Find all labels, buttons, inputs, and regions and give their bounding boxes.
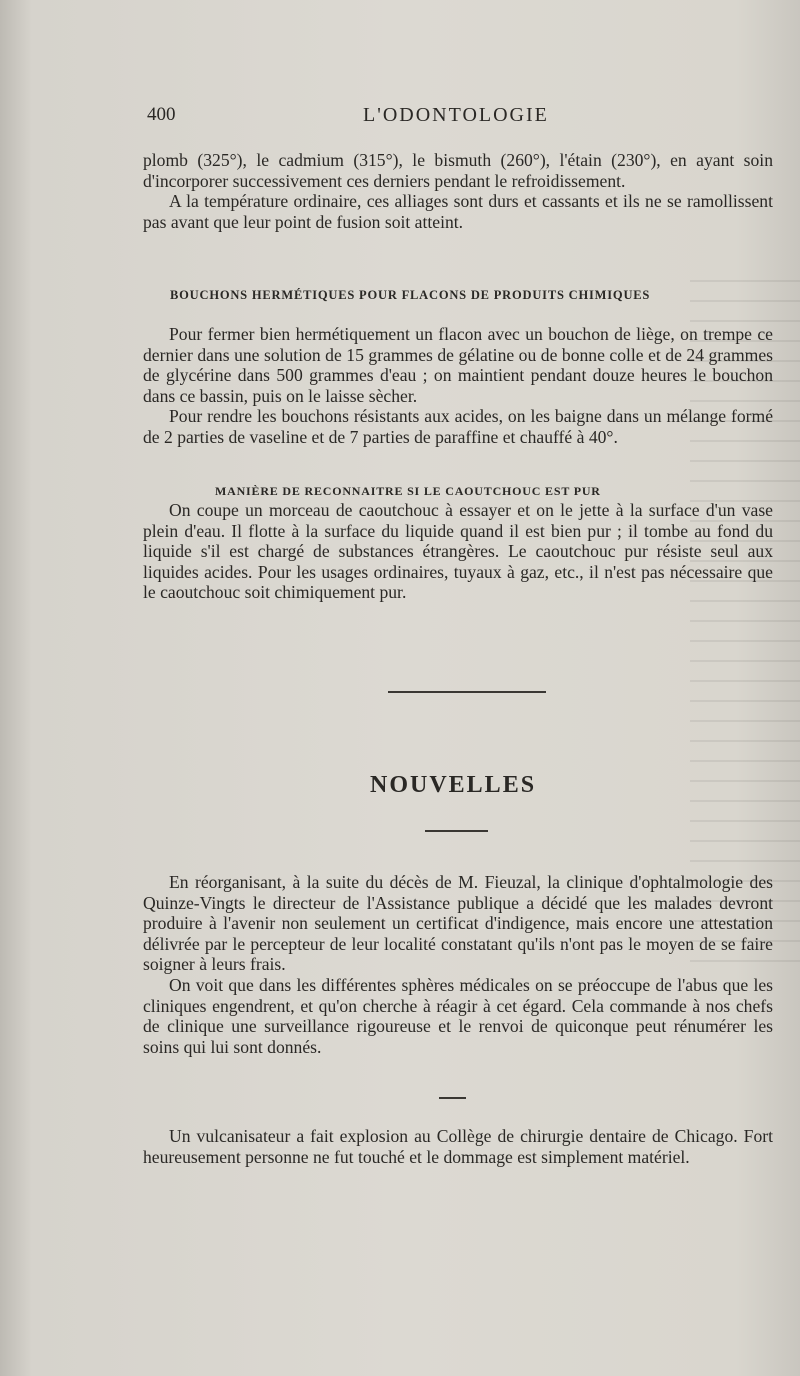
news-text: [143, 872, 773, 1057]
running-title: L'ODONTOLOGIE: [363, 104, 549, 126]
section-title-nouvelles: NOUVELLES: [370, 772, 537, 798]
section-heading-bouchons: BOUCHONS HERMÉTIQUES POUR FLACONS DE PRODUITS CHIMIQUES: [170, 288, 651, 302]
paragraph: En réorganisant, à la suite du décès de M. Fieuzal, la clinique d'ophtalmologie des Quinze-Vingts le directeur de l'Assistance publique a décidé que les malades devront produire à l'avenir non seulement un certificat d'indigence, mais encore une attestation délivrée par le percepteur de leur localité constatant qu'ils n'ont pas le moyen de se faire soigner à leurs frais.: [143, 872, 773, 975]
paragraph: On coupe un morceau de caoutchouc à essayer et on le jette à la surface d'un vase plein d'eau. Il flotte à la surface du liquide quand il est bien pur ; il tombe au fond du liquide s'il est chargé de substances étrangères. Le caoutchouc pur résiste seul aux liquides acides. Pour les usages ordinaires, tuyaux à gaz, etc., il n'est pas nécessaire que le caoutchouc soit chimiquement pur.: [143, 500, 773, 603]
paragraph: Pour rendre les bouchons résistants aux acides, on les baigne dans un mélange formé de 2 parties de vaseline et de 7 parties de paraffine et chauffé à 40°.: [143, 406, 773, 447]
paragraph: A la température ordinaire, ces alliages sont durs et cassants et ils ne se ramollissent pas avant que leur point de fusion soit atteint.: [143, 191, 773, 232]
paragraph: On voit que dans les différentes sphères médicales on se préoccupe de l'abus que les cliniques engendrent, et qu'on cherche à réagir à cet égard. Cela commande à nos chefs de clinique une surveillance rigoureuse et le renvoi de quiconque peut rénumérer les soins qui lui sont donnés.: [143, 974, 773, 1057]
separator-rule: [425, 830, 488, 832]
paragraph: Pour fermer bien hermétiquement un flacon avec un bouchon de liège, on trempe ce dernier dans une solution de 15 grammes de gélatine ou de bonne colle et de 24 grammes de glycérine dans 500 grammes d'eau ; on maintient pendant douze heures le bouchon dans ce bassin, puis on le laisse sècher.: [143, 324, 773, 406]
news-text-vulcanisateur: [143, 1126, 773, 1167]
page-number: 400: [147, 104, 176, 125]
separator-rule: [388, 691, 546, 693]
section-heading-caoutchouc: MANIÈRE DE RECONNAITRE SI LE CAOUTCHOUC EST PUR: [215, 484, 601, 498]
paragraph: Un vulcanisateur a fait explosion au Collège de chirurgie dentaire de Chicago. Fort heureusement personne ne fut touché et le dommage est simplement matériel.: [143, 1126, 773, 1167]
paragraph: plomb (325°), le cadmium (315°), le bismuth (260°), l'étain (230°), en ayant soin d'incorporer successivement ces derniers pendant le refroidissement.: [143, 150, 773, 191]
bouchons-text: [143, 324, 773, 448]
caoutchouc-text: [143, 500, 773, 603]
page-header: [143, 104, 773, 134]
dash-separator: [439, 1097, 466, 1099]
alloy-text: [143, 150, 773, 232]
